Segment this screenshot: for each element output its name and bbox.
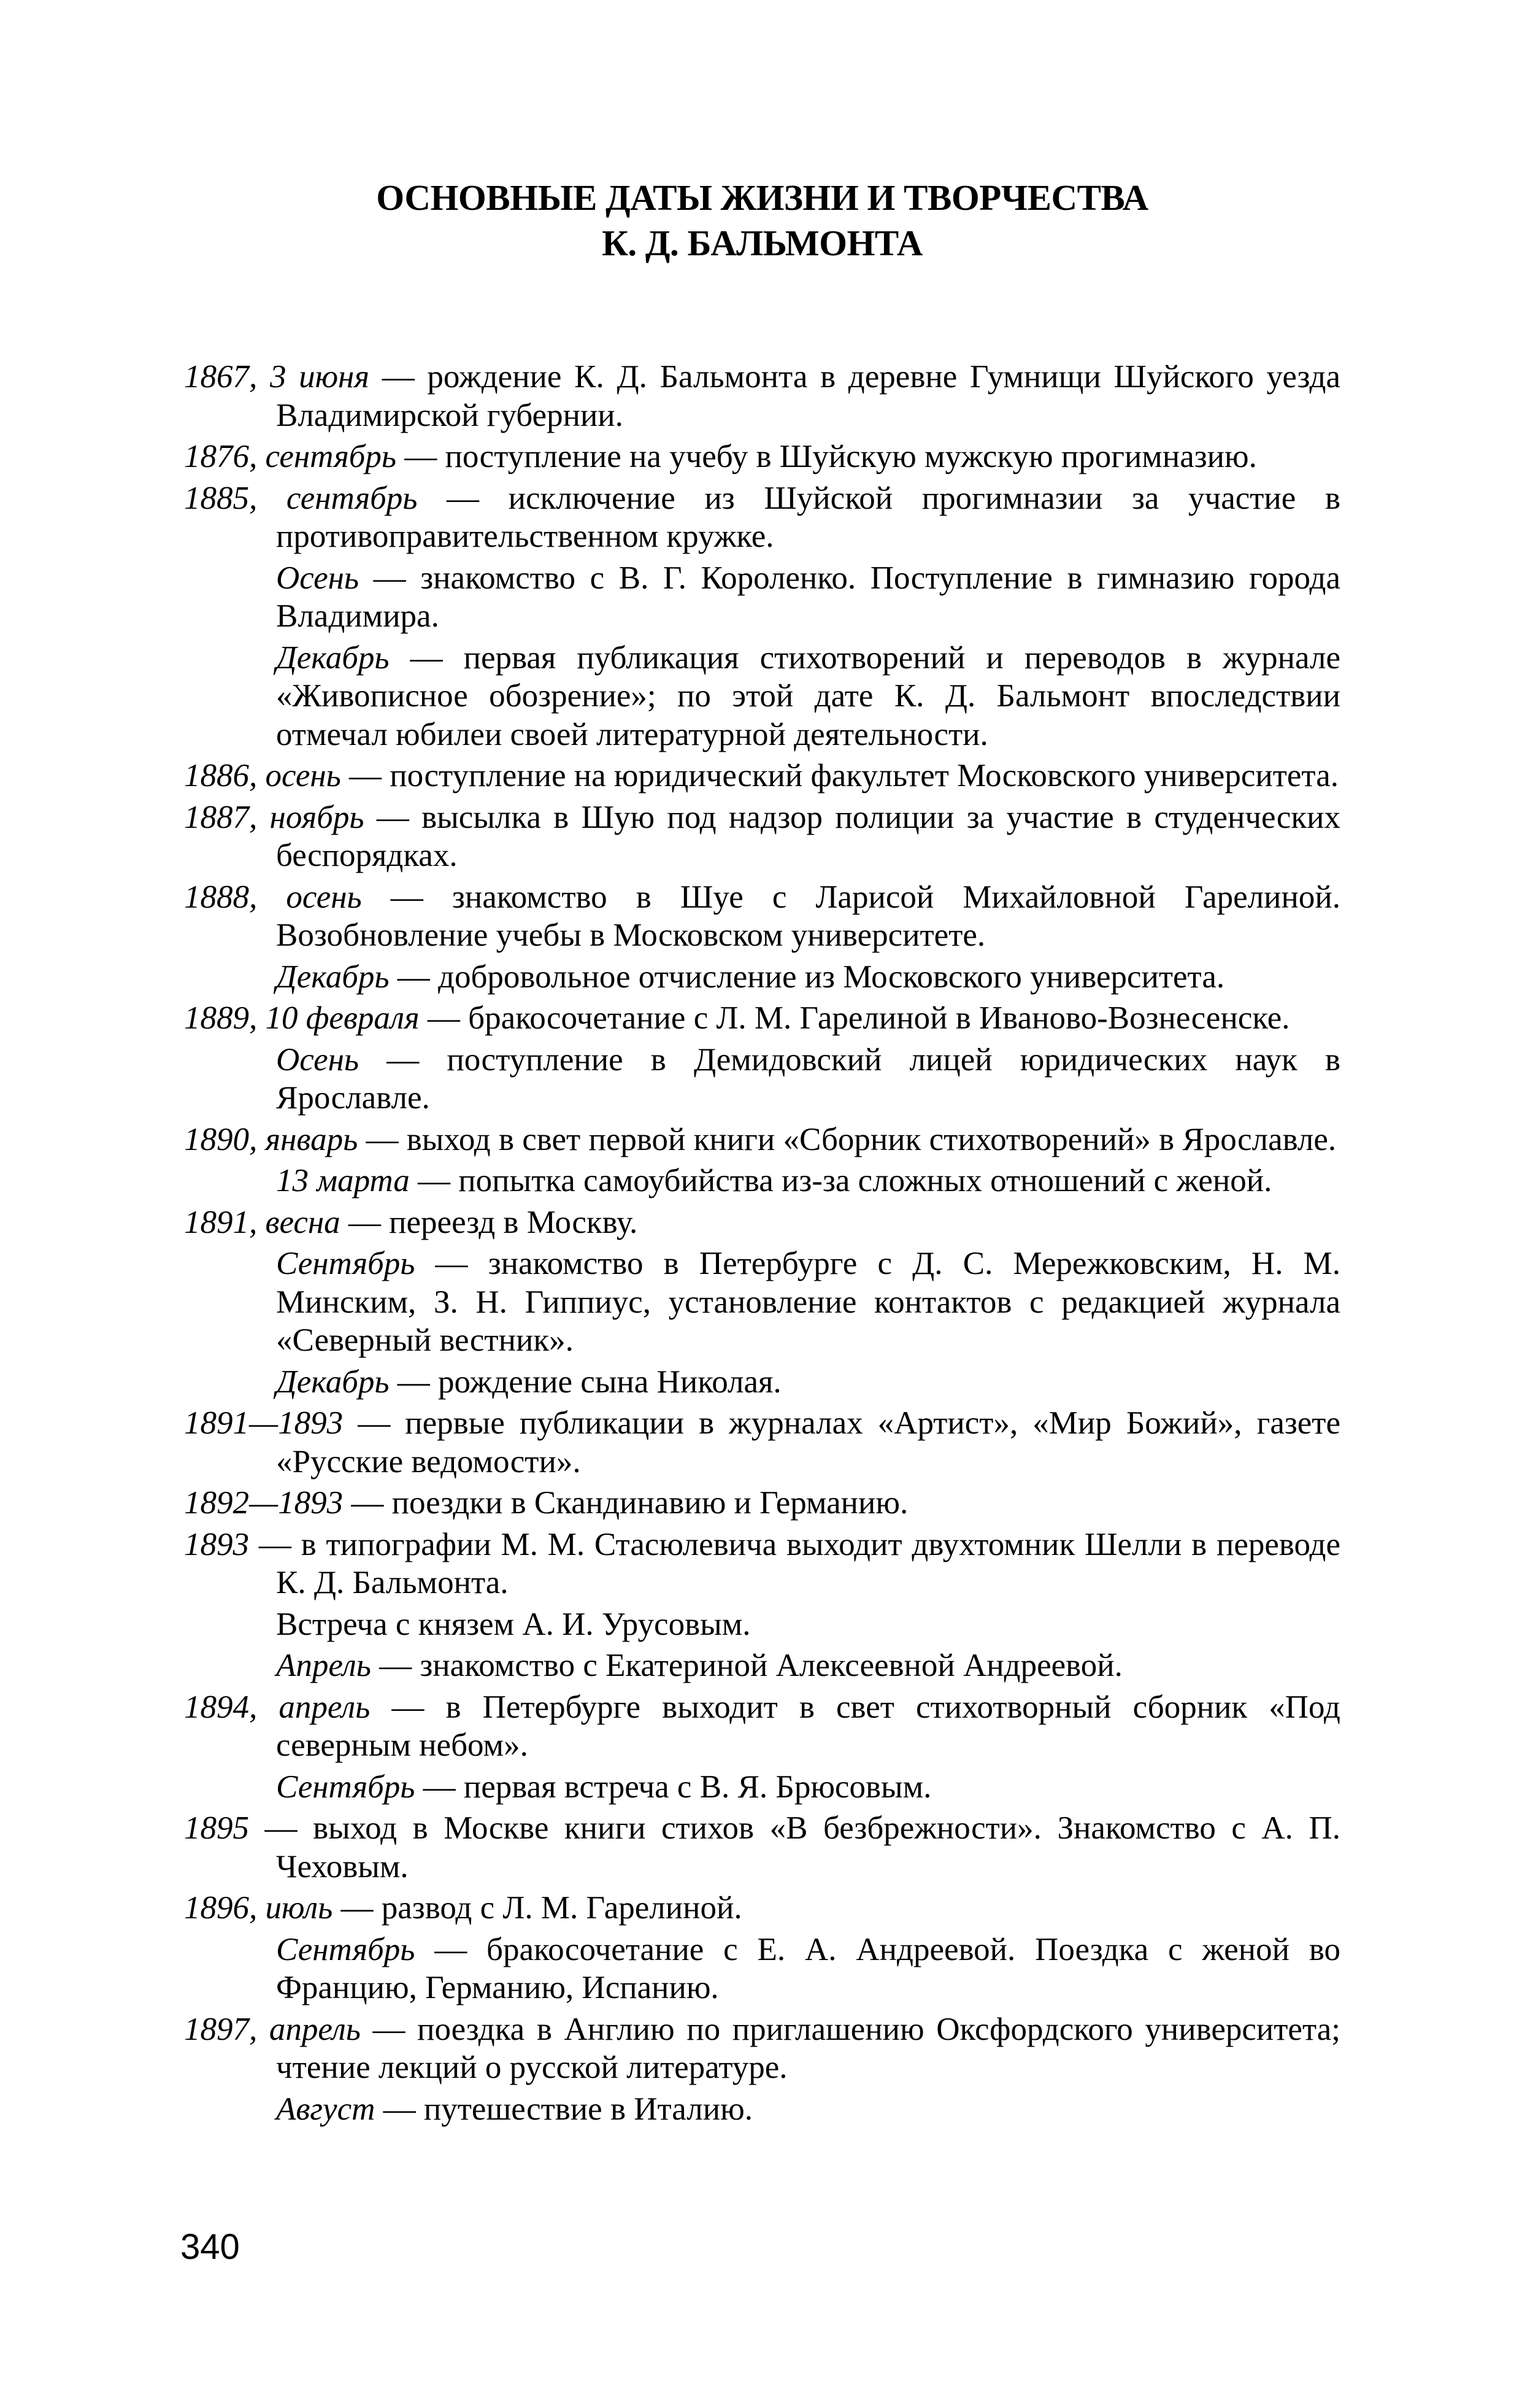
entry-date: Сентябрь <box>276 1246 415 1281</box>
chronology-subentry <box>184 1041 1340 1117</box>
entry-date: 1897, апрель <box>184 2011 361 2047</box>
entry-date: Осень <box>276 1041 359 1078</box>
chronology-title <box>184 175 1340 266</box>
chronology-subentry <box>184 1363 1340 1402</box>
chronology-entry <box>184 479 1340 556</box>
entry-date: Август <box>276 2091 375 2127</box>
document-page <box>184 175 1340 2131</box>
entry-date: 1892—1893 <box>184 1485 344 1521</box>
chronology-subentry <box>184 559 1340 636</box>
entry-date: 1876, сентябрь <box>184 439 396 474</box>
entry-text: — рождение К. Д. Бальмонта в деревне Гумнищи Шуйского уезда Владимирской губернии. <box>276 359 1340 433</box>
chronology-subentry <box>184 1162 1340 1200</box>
chronology-entry <box>184 358 1340 434</box>
entry-text: — выход в свет первой книги «Сборник стихотворений» в Ярославле. <box>358 1121 1337 1157</box>
chronology-entry <box>184 999 1340 1038</box>
entry-date: Декабрь <box>276 639 390 676</box>
entry-text: — первые публикации в журналах «Артист», «Мир Божий», газете «Русские ведомости». <box>276 1405 1340 1480</box>
entry-text: — попытка самоубийства из-за сложных отношений с женой. <box>409 1163 1272 1198</box>
chronology-entry <box>184 1889 1340 1928</box>
chronology-subentry <box>184 1646 1340 1685</box>
entry-date: 1885, сентябрь <box>184 480 418 516</box>
chronology-subentry <box>184 1931 1340 2007</box>
entry-text: — поступление на юридический факультет Московского университета. <box>340 758 1339 793</box>
entry-date: 13 марта <box>276 1163 410 1198</box>
chronology-subentry <box>184 1605 1340 1644</box>
entry-date: 1888, осень <box>184 879 362 915</box>
entry-text: — поездка в Англию по приглашению Оксфордского университета; чтение лекций о русской литературе. <box>276 2011 1340 2085</box>
entry-date: 1887, ноябрь <box>184 799 364 835</box>
chronology-subentry <box>184 1768 1340 1807</box>
chronology-entry <box>184 2010 1340 2087</box>
entry-date: 1867, 3 июня <box>184 359 369 395</box>
entry-text: — знакомство в Петербурге с Д. С. Мережковским, Н. М. Минским, З. Н. Гиппиус, установление контактов с редакцией журнала «Северный вестник». <box>276 1246 1340 1358</box>
entry-date: Декабрь <box>276 959 390 995</box>
entry-text: — высылка в Шую под надзор полиции за участие в студенческих беспорядках. <box>276 799 1340 873</box>
entry-date: Сентябрь <box>276 1931 415 1967</box>
chronology-entry <box>184 1484 1340 1522</box>
entry-date: 1886, осень <box>184 758 341 793</box>
chronology-entry <box>184 878 1340 955</box>
chronology-entry <box>184 1203 1340 1242</box>
entry-text: — рождение сына Николая. <box>389 1364 782 1400</box>
entry-date: 1896, июль <box>184 1890 333 1926</box>
entry-text: — выход в Москве книги стихов «В безбрежности». Знакомство с А. П. Чеховым. <box>249 1810 1340 1885</box>
chronology-entry <box>184 1526 1340 1602</box>
chronology-entry <box>184 757 1340 795</box>
page-number: 340 <box>180 2227 240 2267</box>
entry-date: Сентябрь <box>276 1769 415 1805</box>
chronology-subentry <box>184 2090 1340 2129</box>
chronology-subentry <box>184 958 1340 997</box>
entry-text: — добровольное отчисление из Московского университета. <box>389 959 1225 995</box>
entry-date: 1894, апрель <box>184 1689 371 1725</box>
entry-text: Встреча с князем А. И. Урусовым. <box>276 1606 751 1642</box>
chronology-list <box>184 358 1340 2128</box>
chronology-entry <box>184 1121 1340 1159</box>
entry-date: 1895 <box>184 1810 249 1846</box>
entry-date: Апрель <box>276 1648 371 1683</box>
entry-text: — поступление на учебу в Шуйскую мужскую прогимназию. <box>396 439 1257 474</box>
entry-text: — первая публикация стихотворений и переводов в журнале «Живописное обозрение»; по этой дате К. Д. Бальмонт впоследствии отмечал юбилеи своей литературной деятельности. <box>276 639 1340 752</box>
entry-text: — переезд в Москву. <box>340 1204 638 1240</box>
entry-text: — в Петербурге выходит в свет стихотворный сборник «Под северным небом». <box>276 1689 1340 1763</box>
entry-text: — первая встреча с В. Я. Брюсовым. <box>415 1769 932 1805</box>
chronology-subentry <box>184 1245 1340 1360</box>
entry-text: — путешествие в Италию. <box>375 2091 753 2127</box>
chronology-entry <box>184 1809 1340 1886</box>
entry-text: — бракосочетание с Л. М. Гарелиной в Иваново-Вознесенске. <box>419 1000 1290 1036</box>
chronology-entry <box>184 1688 1340 1765</box>
entry-text: — развод с Л. М. Гарелиной. <box>332 1890 742 1926</box>
chronology-entry <box>184 438 1340 476</box>
entry-text: — бракосочетание с Е. А. Андреевой. Поездка с женой во Францию, Германию, Испанию. <box>276 1931 1340 2005</box>
title-line-2: К. Д. БАЛЬМОНТА <box>602 223 923 263</box>
entry-date: Декабрь <box>276 1364 390 1400</box>
chronology-entry <box>184 1404 1340 1481</box>
entry-date: 1890, январь <box>184 1121 358 1157</box>
entry-text: — знакомство в Шуе с Ларисой Михайловной Гарелиной. Возобновление учебы в Московском университете. <box>276 879 1340 953</box>
entry-text: — поступление в Демидовский лицей юридических наук в Ярославле. <box>276 1041 1340 1116</box>
entry-text: — знакомство с В. Г. Короленко. Поступление в гимназию города Владимира. <box>276 560 1340 634</box>
entry-date: 1889, 10 февраля <box>184 1000 420 1036</box>
entry-text: — в типографии М. М. Стасюлевича выходит двухтомник Шелли в переводе К. Д. Бальмонта. <box>249 1526 1340 1600</box>
entry-date: 1891—1893 <box>184 1405 344 1441</box>
entry-text: — поездки в Скандинавию и Германию. <box>343 1485 909 1521</box>
title-line-1: ОСНОВНЫЕ ДАТЫ ЖИЗНИ И ТВОРЧЕСТВА <box>376 177 1148 218</box>
chronology-entry <box>184 798 1340 875</box>
entry-date: 1891, весна <box>184 1204 340 1240</box>
chronology-subentry <box>184 639 1340 754</box>
entry-text: — исключение из Шуйской прогимназии за участие в противоправительственном кружке. <box>276 480 1340 554</box>
entry-date: Осень <box>276 560 359 596</box>
entry-text: — знакомство с Екатериной Алексеевной Андреевой. <box>371 1648 1123 1683</box>
entry-date: 1893 <box>184 1526 249 1562</box>
